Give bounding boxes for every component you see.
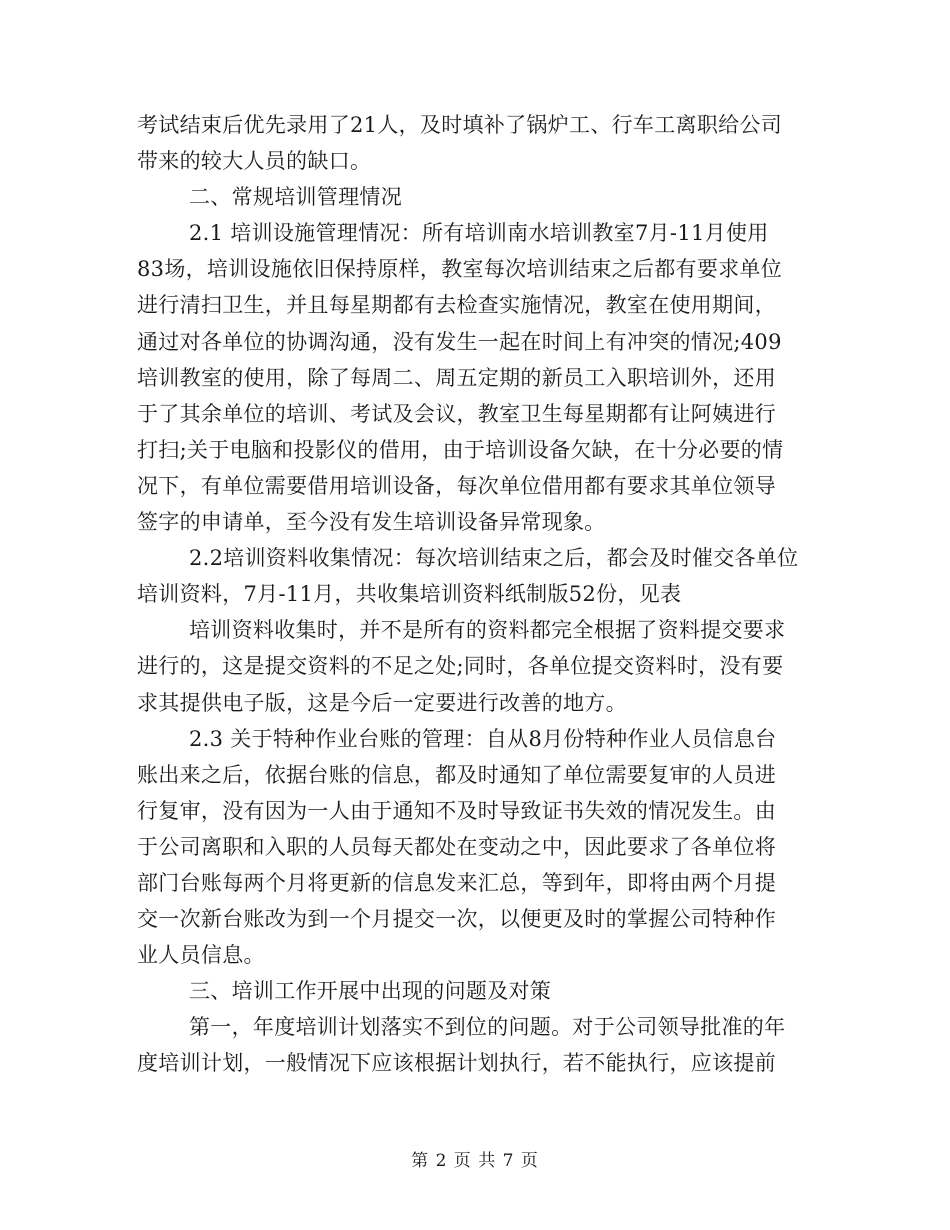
text-line: 通过对各单位的协调沟通，没有发生一起在时间上有冲突的情况;409 — [137, 329, 782, 354]
text-line: 况下，有单位需要借用培训设备，每次单位借用都有要求其单位领导 — [137, 473, 776, 498]
text-line: 第一，年度培训计划落实不到位的问题。对于公司领导批准的年 — [189, 1015, 786, 1040]
text-line: 2.3 关于特种作业台账的管理：自从8月份特种作业人员信息台 — [189, 726, 777, 751]
text-line: 交一次新台账改为到一个月提交一次，以便更及时的掌握公司特种作 — [137, 907, 776, 932]
text-line: 业人员信息。 — [137, 943, 265, 968]
text-line: 带来的较大人员的缺口。 — [137, 149, 372, 174]
text-line: 二、常规培训管理情况 — [189, 185, 402, 210]
text-line: 2.2培训资料收集情况：每次培训结束之后，都会及时催交各单位 — [189, 546, 799, 571]
document-body — [137, 107, 813, 1082]
text-line: 83场，培训设施依旧保持原样，教室每次培训结束之后都有要求单位 — [137, 257, 783, 282]
text-line: 培训资料收集时，并不是所有的资料都完全根据了资料提交要求 — [189, 618, 786, 643]
text-line: 求其提供电子版，这是今后一定要进行改善的地方。 — [137, 690, 627, 715]
text-line: 签字的申请单，至今没有发生培训设备异常现象。 — [137, 510, 606, 535]
text-line: 行复审，没有因为一人由于通知不及时导致证书失效的情况发生。由 — [137, 798, 776, 823]
text-line: 2.1 培训设施管理情况：所有培训南水培训教室7月-11月使用 — [189, 221, 769, 246]
text-line: 打扫;关于电脑和投影仪的借用，由于培训设备欠缺，在十分必要的情 — [137, 437, 784, 462]
text-line: 进行清扫卫生，并且每星期都有去检查实施情况，教室在使用期间， — [137, 293, 776, 318]
text-line: 于了其余单位的培训、考试及会议，教室卫生每星期都有让阿姨进行 — [137, 401, 776, 426]
text-line: 培训教室的使用，除了每周二、周五定期的新员工入职培训外，还用 — [137, 365, 776, 390]
text-line: 于公司离职和入职的人员每天都处在变动之中，因此要求了各单位将 — [137, 834, 776, 859]
text-line: 度培训计划，一般情况下应该根据计划执行，若不能执行，应该提前 — [137, 1051, 776, 1076]
text-line: 考试结束后优先录用了21人，及时填补了锅炉工、行车工离职给公司 — [137, 113, 783, 137]
text-line: 部门台账每两个月将更新的信息发来汇总，等到年，即将由两个月提 — [137, 870, 776, 895]
text-line: 三、培训工作开展中出现的问题及对策 — [189, 979, 552, 1004]
text-line: 账出来之后，依据台账的信息，都及时通知了单位需要复审的人员进 — [137, 762, 776, 787]
page-footer: 第 2 页 共 7 页 — [411, 1151, 539, 1171]
text-line: 培训资料，7月-11月，共收集培训资料纸制版52份，见表 — [137, 582, 682, 607]
text-line: 进行的，这是提交资料的不足之处;同时，各单位提交资料时，没有要 — [137, 654, 784, 679]
